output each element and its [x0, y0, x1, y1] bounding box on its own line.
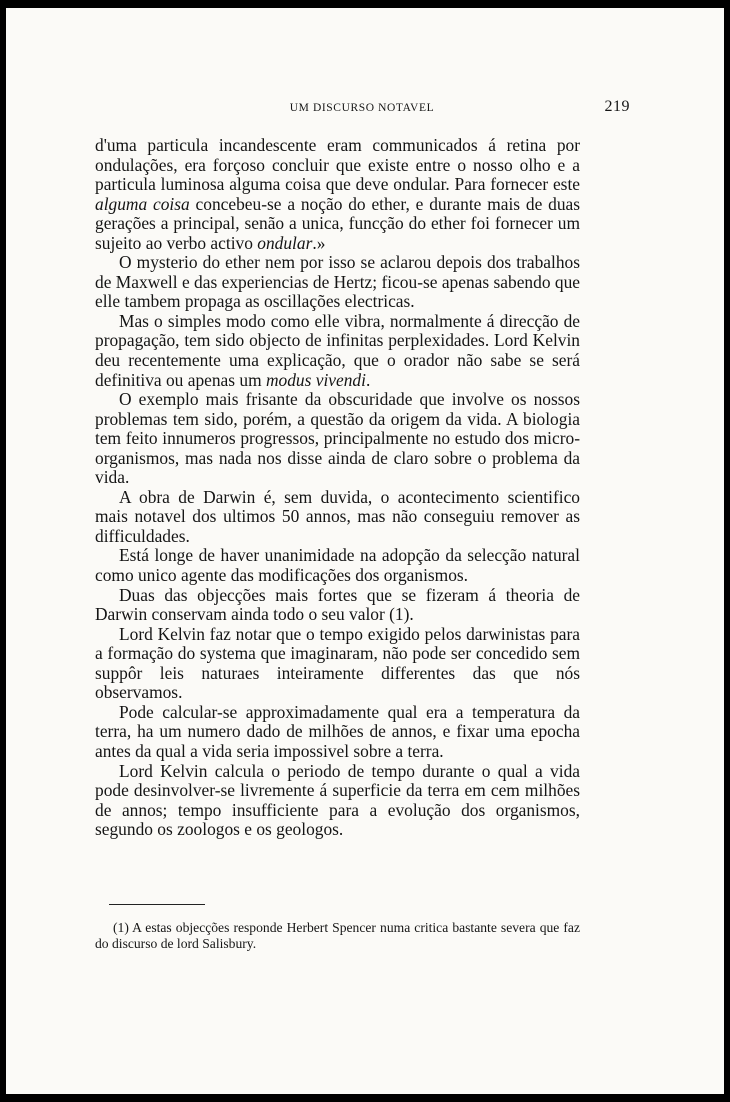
- book-page: [6, 8, 724, 1094]
- footnote: (1) A estas objecções responde Herbert Spencer numa critica bastante severa que faz do discurso de lord Salisbury.: [95, 920, 580, 951]
- paragraph-6: Está longe de haver unanimidade na adopção da selecção natural como unico agente das modificações dos organismos.: [95, 545, 580, 586]
- paragraph-1-text-2: concebeu-se a noção do ether, e durante mais de duas gerações a principal, senão a unica, funcção do ether foi fornecer um sujeito ao verbo activo: [95, 193, 581, 253]
- paragraph-7: Duas das objecções mais fortes que se fizeram á theoria de Darwin conservam ainda todo o seu valor (1).: [95, 584, 580, 625]
- paragraph-2: O mysterio do ether nem por isso se aclarou depois dos trabalhos de Maxwell e das experiencias de Hertz; ficou-se apenas sabendo que elle tambem propaga as oscillações electricas.: [95, 252, 580, 312]
- paragraph-1-italic-1: alguma coisa: [95, 193, 190, 214]
- paragraph-3-text-2: .: [365, 369, 371, 390]
- paragraph-1-text-3: .»: [312, 232, 326, 253]
- paragraph-10: Lord Kelvin calcula o periodo de tempo durante o qual a vida pode desinvolver-se livremente á superficie da terra em cem milhões de annos; tempo insufficiente para a evolução dos organismos, segundo os zoologos e os geologos.: [95, 760, 580, 840]
- paragraph-9: Pode calcular-se approximadamente qual era a temperatura da terra, ha um numero dado de milhões de annos, e fixar uma epocha antes da qual a vida seria impossivel sobre a terra.: [95, 701, 580, 761]
- paragraph-1-text-1: d'uma particula incandescente eram communicados á retina por ondulações, era forçoso concluir que existe entre o nosso olho e a particula luminosa alguma coisa que deve ondular. Para fornecer este: [95, 135, 580, 195]
- paragraph-5: A obra de Darwin é, sem duvida, o acontecimento scientifico mais notavel dos ultimos 50 annos, mas não conseguiu remover as difficuldades.: [95, 486, 580, 546]
- running-head: [94, 100, 630, 120]
- body-text: [95, 136, 580, 840]
- running-title: UM DISCURSO NOTAVEL: [289, 102, 435, 114]
- paragraph-3-italic-1: modus vivendi: [265, 369, 366, 390]
- paragraph-3-text-1: Mas o simples modo como elle vibra, normalmente á direcção de propagação, tem sido objecto de infinitas perplexidades. Lord Kelvin deu recentemente uma explicação, que o orador não sabe se será definitiva ou apenas um: [95, 310, 580, 390]
- page-number: 219: [604, 98, 630, 115]
- paragraph-1: [95, 136, 580, 253]
- paragraph-3: [95, 312, 580, 390]
- paragraph-1-italic-2: ondular: [257, 232, 313, 253]
- footnote-divider: [109, 904, 205, 905]
- paragraph-4: O exemplo mais frisante da obscuridade que involve os nossos problemas tem sido, porém, a questão da origem da vida. A biologia tem feito innumeros progressos, principalmente no estudo dos micro-organismos, mas nada nos disse ainda de claro sobre o problema da vida.: [95, 389, 580, 488]
- paragraph-8: Lord Kelvin faz notar que o tempo exigido pelos darwinistas para a formação do systema que imaginaram, não pode ser concedido sem suppôr leis naturaes inteiramente differentes das que nós observamos.: [95, 623, 580, 703]
